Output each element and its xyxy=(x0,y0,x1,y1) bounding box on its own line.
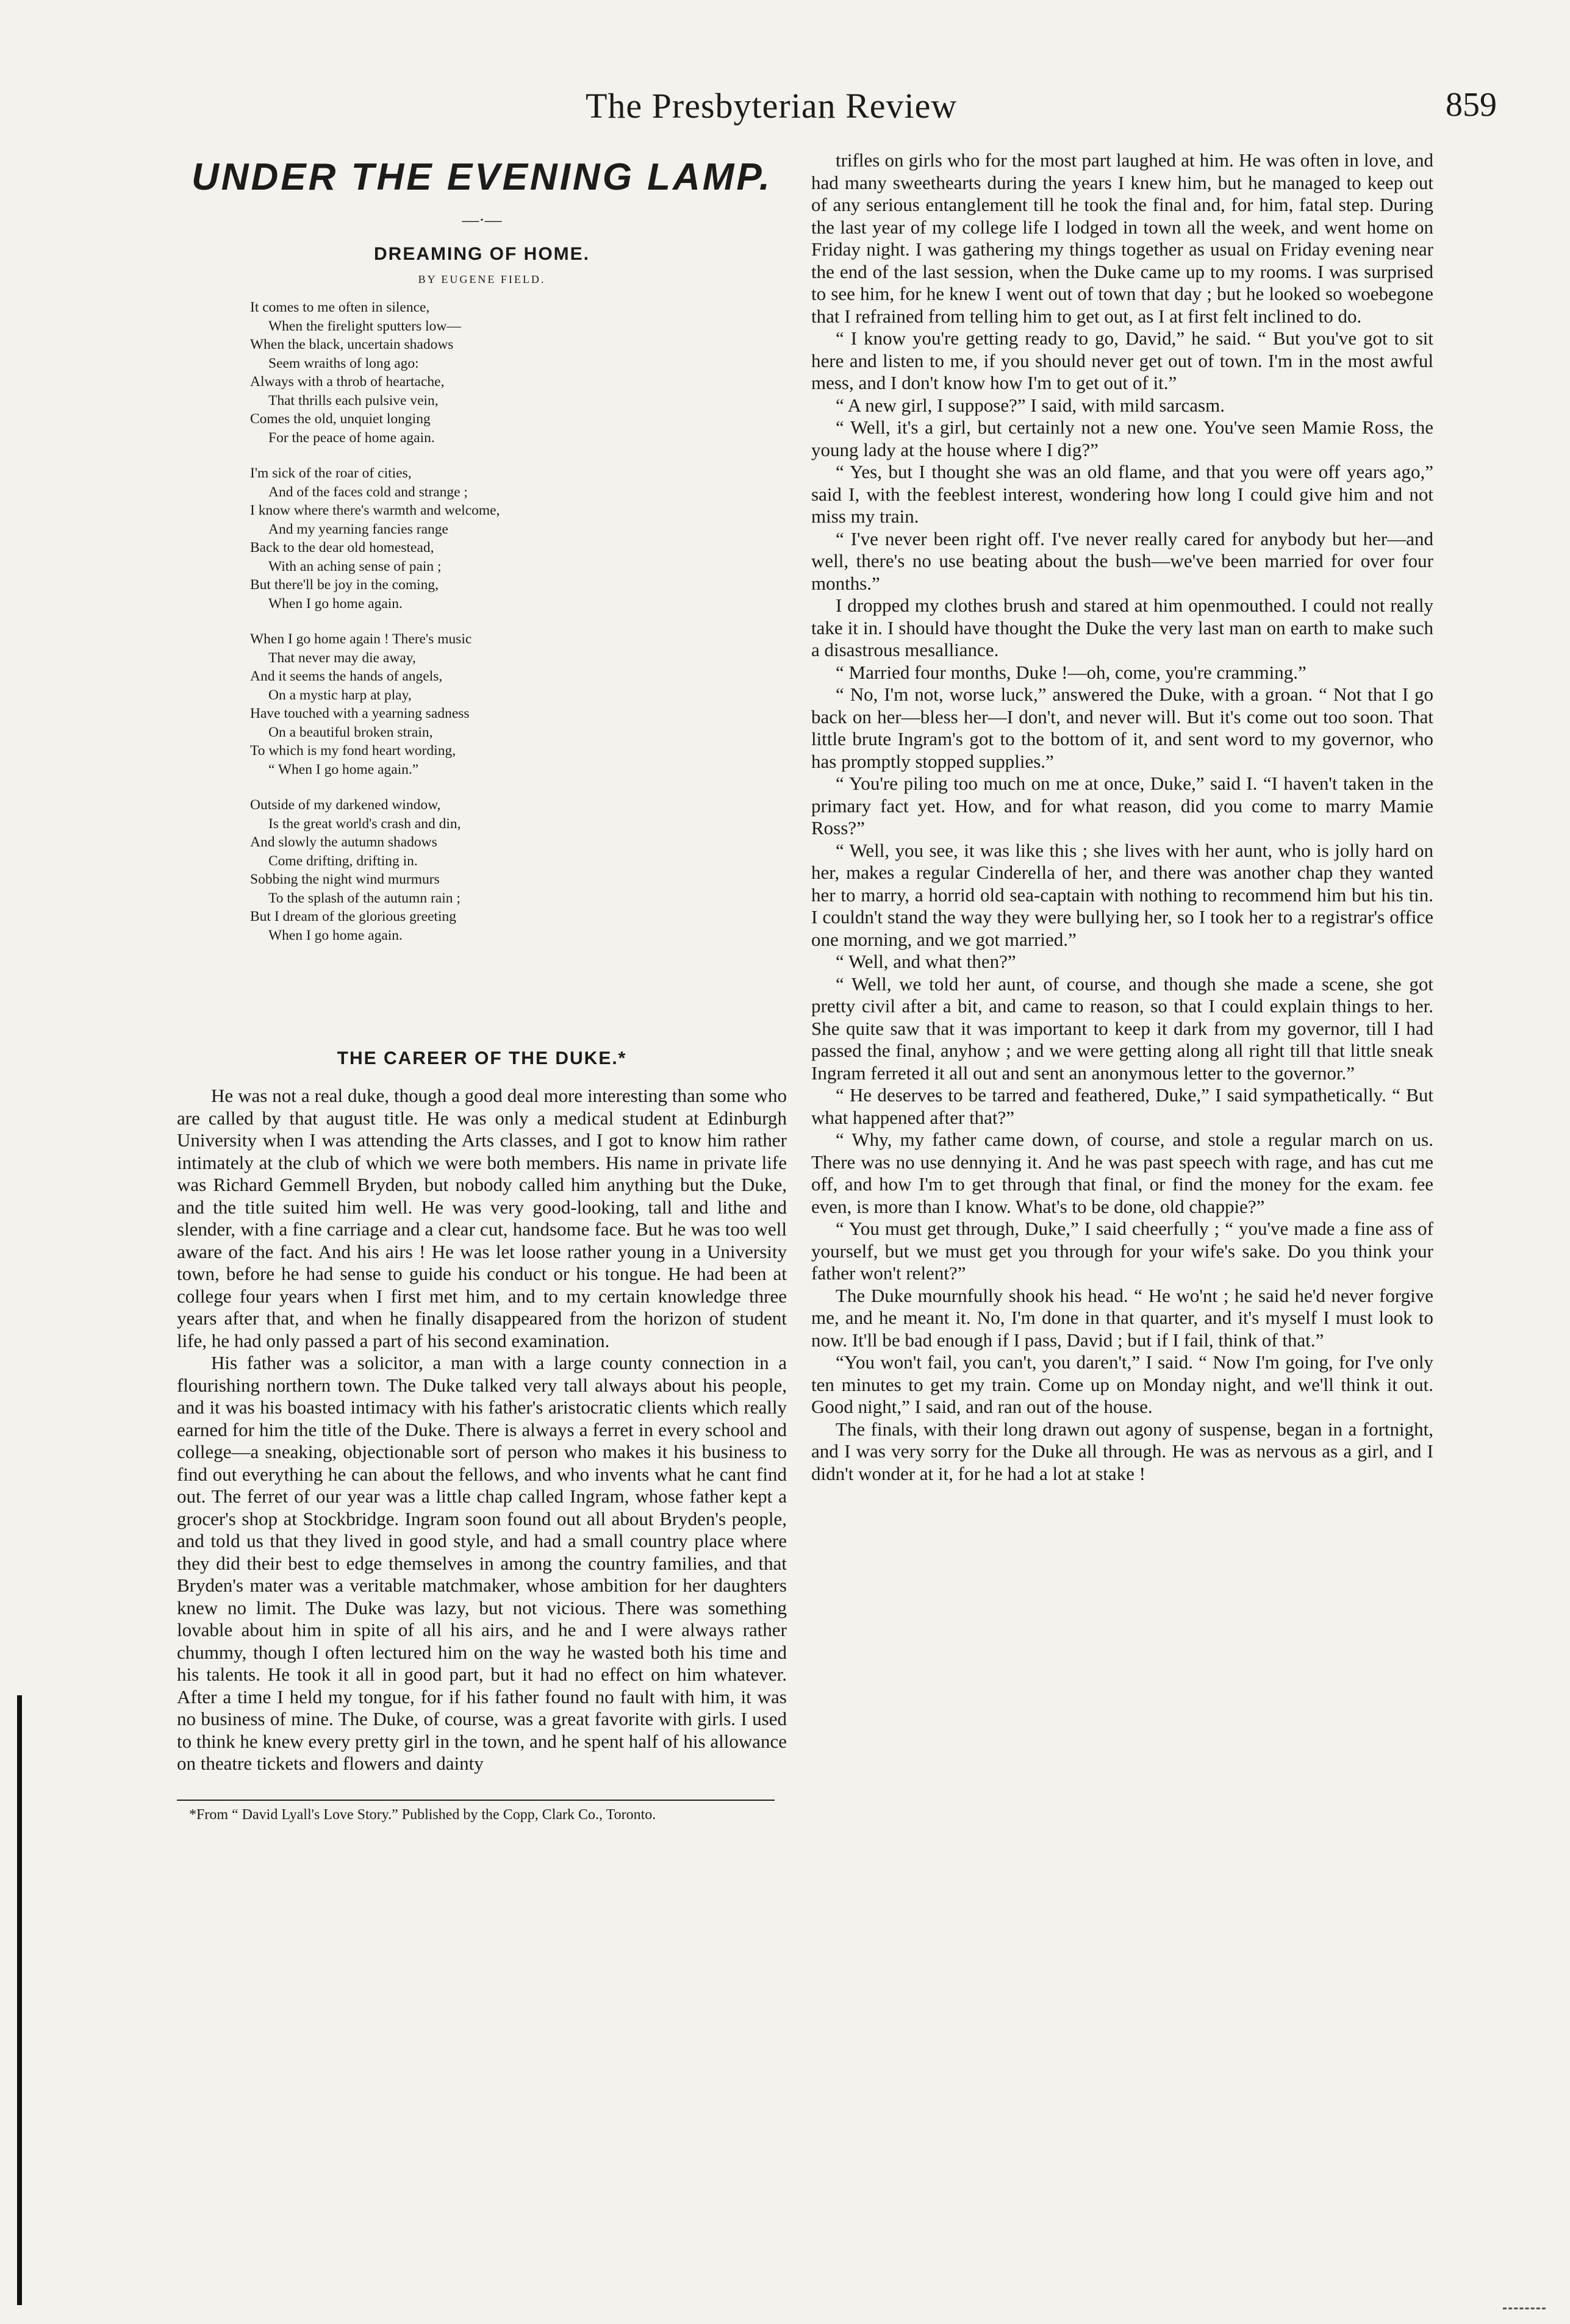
article-paragraph: “ Yes, but I thought she was an old flame, and that you were off years ago,” said I, with the feeblest interest, wondering how long I could give him and not miss my train. xyxy=(811,461,1433,527)
poem-line: Always with a throb of heartache, xyxy=(250,374,445,390)
section-heading: UNDER THE EVENING LAMP. xyxy=(191,156,773,198)
poem-line: And slowly the autumn shadows xyxy=(250,834,437,850)
poem-line: To the splash of the autumn rain ; xyxy=(268,890,461,906)
journal-title: The Presbyterian Review xyxy=(586,86,958,126)
poem-stanza xyxy=(250,796,787,945)
footnote-rule xyxy=(177,1800,775,1801)
poem-line: On a beautiful broken strain, xyxy=(268,724,433,740)
poem-line: When the firelight sputters low— xyxy=(268,318,461,334)
poem xyxy=(250,298,787,945)
poem-line: And my yearning fancies range xyxy=(268,521,448,537)
left-column xyxy=(177,156,787,2272)
running-head xyxy=(0,85,1570,134)
article-paragraph: The finals, with their long drawn out agony of suspense, began in a fortnight, and I was very sorry for the Duke all through. He was as nervous as a girl, and I didn't wonder at it, for he had a lot at stake ! xyxy=(811,1418,1433,1484)
poem-line: But I dream of the glorious greeting xyxy=(250,909,457,924)
ornament-divider: —·— xyxy=(462,211,502,230)
article-paragraph: “ Well, and what then?” xyxy=(836,951,1016,972)
article-paragraph: “ No, I'm not, worse luck,” answered the Duke, with a groan. “ Not that I go back on her—bless her—I don't, and never will. But it's come out too soon. That little brute Ingram's got to the bottom of it, and sent word to my governor, who has promptly stopped supplies.” xyxy=(811,684,1433,772)
poem-line: I'm sick of the roar of cities, xyxy=(250,465,412,481)
page-binding-edge xyxy=(17,1695,22,2305)
article-paragraph: “ He deserves to be tarred and feathered, Duke,” I said sympathetically. “ But what happened after that?” xyxy=(811,1084,1433,1128)
article-paragraph: “ Well, we told her aunt, of course, and though she made a scene, she got pretty civil after a bit, and came to reason, so that I could explain things to her. She quite saw that it was important to keep it dark from my governor, till I had passed the final, anyhow ; and we were getting along all right till that little sneak Ingram ferreted it all out and sent an anonymous letter to the governor.” xyxy=(811,973,1433,1084)
article-title: THE CAREER OF THE DUKE.* xyxy=(337,1048,627,1068)
poem-line: I know where there's warmth and welcome, xyxy=(250,502,500,518)
poem-line: It comes to me often in silence, xyxy=(250,299,430,315)
poem-stanza xyxy=(250,464,787,613)
page-corner-mark xyxy=(1503,2308,1546,2312)
poem-line: When I go home again ! There's music xyxy=(250,631,472,647)
article-paragraph: “ Married four months, Duke !—oh, come, you're cramming.” xyxy=(836,661,1307,683)
poem-byline: BY EUGENE FIELD. xyxy=(418,273,546,285)
article-paragraph: “ I've never been right off. I've never really cared for anybody but her—and well, there's no use beating about the bush—we've been married for over four months.” xyxy=(811,527,1433,594)
poem-stanza xyxy=(250,630,787,779)
article-paragraph: His father was a solicitor, a man with a large county connection in a flourishing northern town. The Duke talked very tall always about his people, and it was his boasted intimacy with his father's aristocratic clients which really earned for him the title of the Duke. There is always a ferret in every school and college—a sneaking, objectionable sort of person who makes it his business to find out everything he can about the fellows, and who invents what he cant find out. The ferret of our year was a little chap called Ingram, whose father kept a grocer's shop at Stockbridge. Ingram soon found out all about Bryden's people, and told us that they lived in good style, and had a small country place where they did their best to edge themselves in among the country families, and that Bryden's mater was a veritable matchmaker, whose ambition for her daughters knew no limit. The Duke was lazy, but not vicious. There was something lovable about him in spite of all his airs, and he and I were always rather chummy, though I often lectured him on the way he wasted both his time and his talents. He took it all in good part, but it had no effect on him whatever. After a time I held my tongue, for if his father found no fault with him, it was no business of mine. The Duke, of course, was a great favorite with girls. I used to think he knew every pretty girl in the town, and he spent half of his allowance on theatre tickets and flowers and dainty xyxy=(177,1352,787,1774)
page-number: 859 xyxy=(1446,86,1497,124)
poem-line: But there'll be joy in the coming, xyxy=(250,577,439,593)
poem-line: Have touched with a yearning sadness xyxy=(250,706,470,721)
poem-line: And of the faces cold and strange ; xyxy=(268,484,468,500)
poem-title: DREAMING OF HOME. xyxy=(374,244,590,264)
poem-line: When I go home again. xyxy=(268,927,403,943)
poem-line: Sobbing the night wind murmurs xyxy=(250,871,440,887)
poem-line: On a mystic harp at play, xyxy=(268,687,412,703)
poem-line: For the peace of home again. xyxy=(268,429,435,446)
article-paragraph: “ A new girl, I suppose?” I said, with mild sarcasm. xyxy=(836,394,1225,416)
article-paragraph: I dropped my clothes brush and stared at him openmouthed. I could not really take it in. I should have thought the Duke the very last man on earth to make such a disastrous mesalliance. xyxy=(811,595,1433,660)
article-paragraph: “ I know you're getting ready to go, David,” he said. “ But you've got to sit here and listen to me, if you should never get out of town. I'm in the most awful mess, and I don't know how I'm to get out of it.” xyxy=(811,327,1433,393)
article-paragraph: trifles on girls who for the most part laughed at him. He was often in love, and had many sweethearts during the years I knew him, but he managed to keep out of any serious entanglement till he took the final and, for him, fatal step. During the last year of my college life I lodged in town all the week, and went home on Friday night. I was gathering my things together as usual on Friday evening near the end of the last session, when the Duke came up to my rooms. I was surprised to see him, for he knew I went out of town that day ; but he looked so woebegone that I refrained from telling him to get out, as I at first felt inclined to do. xyxy=(811,149,1433,327)
poem-line: Outside of my darkened window, xyxy=(250,797,441,813)
poem-line: That never may die away, xyxy=(268,649,416,666)
poem-line: Comes the old, unquiet longing xyxy=(250,411,431,427)
article-paragraph: The Duke mournfully shook his head. “ He wo'nt ; he said he'd never forgive me, and he meant it. No, I'm done in that quarter, and it's myself I must look to now. It'll be bad enough if I pass, David ; but if I fail, think of that.” xyxy=(811,1284,1433,1351)
poem-line: When the black, uncertain shadows xyxy=(250,337,454,352)
article-paragraph: He was not a real duke, though a good deal more interesting than some who are called by that august title. He was only a medical student at Edinburgh University when I was attending the Arts classes, and I got to know him rather intimately at the club of which we were both members. His name in private life was Richard Gemmell Bryden, but nobody called him anything but the Duke, and the title suited him well. He was very good-looking, tall and lithe and slender, with a fine carriage and a clear cut, handsome face. But he was too well aware of the fact. And his airs ! He was let loose rather young in a University town, before he had sense to guide his conduct or his tongue. He had been at college four years when I first met him, and to my certain knowledge three years after that, and when he finally disappeared from the horizon of student life, he had only passed a part of his second examination. xyxy=(177,1085,787,1351)
poem-line: Back to the dear old homestead, xyxy=(250,540,434,556)
poem-line: Come drifting, drifting in. xyxy=(268,853,418,869)
poem-line: Seem wraiths of long ago: xyxy=(268,355,419,371)
article-paragraph: “ You're piling too much on me at once, Duke,” said I. “I haven't taken in the primary fact yet. How, and for what reason, did you come to marry Mamie Ross?” xyxy=(811,773,1433,838)
article-paragraph: “ Well, you see, it was like this ; she lives with her aunt, who is jolly hard on her, makes a regular Cinderella of her, and there was another chap they wanted her to marry, a horrid old sea-captain with nothing to recommend him but his tin. I couldn't stand the way they were bullying her, so I took her to a registrar's office one morning, and we got married.” xyxy=(811,839,1433,950)
article-body-right xyxy=(811,149,1433,1485)
poem-stanza xyxy=(250,298,787,447)
article-paragraph: “ Well, it's a girl, but certainly not a new one. You've seen Mamie Ross, the young lady at the house where I dig?” xyxy=(811,417,1433,460)
article-paragraph: “You won't fail, you can't, you daren't,” I said. “ Now I'm going, for I've only ten minutes to get my train. Come up on Monday night, and we'll think it out. Good night,” I said, and ran out of the house. xyxy=(811,1351,1433,1417)
poem-line: Is the great world's crash and din, xyxy=(268,815,461,832)
poem-line: With an aching sense of pain ; xyxy=(268,558,442,574)
poem-line: To which is my fond heart wording, xyxy=(250,743,456,759)
footnote: *From “ David Lyall's Love Story.” Published by the Copp, Clark Co., Toronto. xyxy=(189,1806,656,1823)
poem-line: That thrills each pulsive vein, xyxy=(268,392,439,409)
poem-line: When I go home again. xyxy=(268,595,403,612)
poem-line: And it seems the hands of angels, xyxy=(250,668,443,684)
article-paragraph: “ You must get through, Duke,” I said cheerfully ; “ you've made a fine ass of yourself, but we must get you through for your wife's sake. Do you think your father won't relent?” xyxy=(811,1218,1433,1284)
poem-line: “ When I go home again.” xyxy=(268,761,419,778)
right-column xyxy=(811,149,1433,2272)
article-paragraph: “ Why, my father came down, of course, and stole a regular march on us. There was no use dennying it. And he was past speech with rage, and has cut me off, and how I'm to get through that final, or find the money for the exam. fee even, is more than I know. What's to be done, old chappie?” xyxy=(811,1129,1433,1217)
article-body-left xyxy=(177,1085,787,1775)
